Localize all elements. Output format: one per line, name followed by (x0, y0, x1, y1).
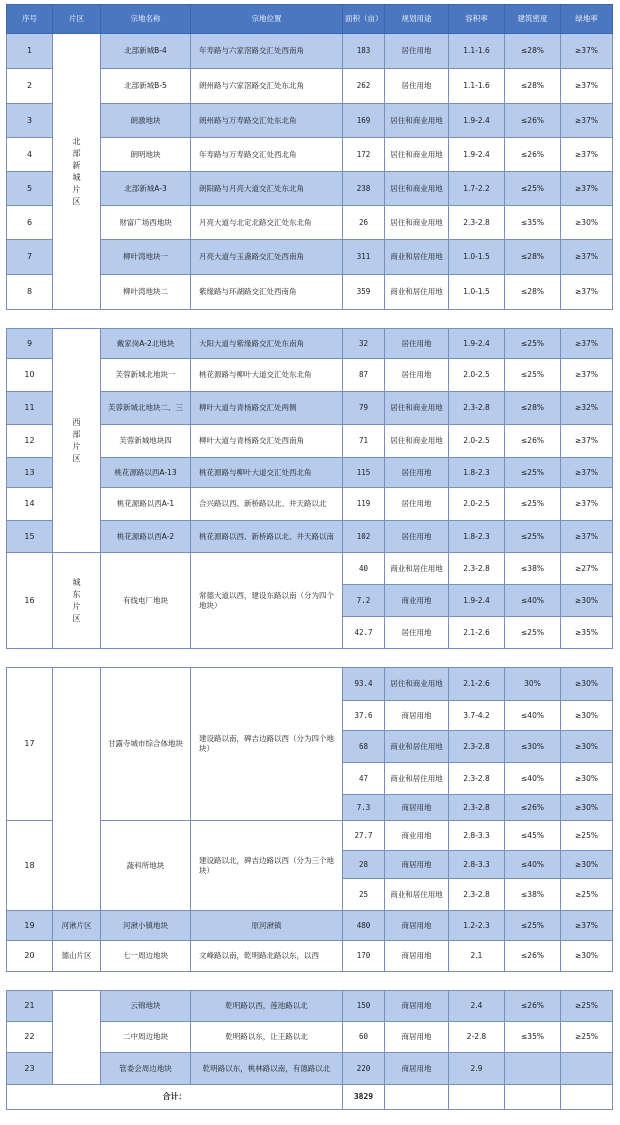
cell-green: ≥30% (561, 668, 613, 701)
total-empty (561, 1085, 613, 1110)
cell-green: ≥37% (561, 138, 613, 172)
cell-use: 商居用地 (385, 851, 449, 879)
cell-no: 16 (7, 553, 53, 649)
cell-density: ≤25% (505, 617, 561, 649)
header-row (7, 5, 613, 34)
cell-area: 79 (343, 392, 385, 425)
cell-use: 居住和商业用地 (385, 104, 449, 138)
cell-density: ≤28% (505, 240, 561, 275)
cell-location: 合兴路以西、新桥路以北、井天路以北 (191, 488, 343, 521)
table-row (7, 911, 613, 941)
land-table-sheet (6, 4, 612, 1110)
total-empty (449, 1085, 505, 1110)
cell-density: ≤25% (505, 172, 561, 206)
cell-green: ≥30% (561, 731, 613, 763)
cell-no: 22 (7, 1022, 53, 1053)
cell-far: 2.3-2.8 (449, 731, 505, 763)
cell-density: ≤26% (505, 138, 561, 172)
cell-density: ≤35% (505, 1022, 561, 1053)
cell-density: ≤26% (505, 104, 561, 138)
district-empty (53, 668, 101, 911)
cell-location: 建设路以南，碑吉边路以西（分为四个地块） (191, 668, 343, 821)
cell-density: ≤25% (505, 488, 561, 521)
cell-no: 3 (7, 104, 53, 138)
cell-use: 商业用地 (385, 821, 449, 851)
cell-location: 月亮大道与北定北路交汇处东北角 (191, 206, 343, 240)
cell-area: 238 (343, 172, 385, 206)
cell-area: 68 (343, 731, 385, 763)
total-label: 合计： (7, 1085, 343, 1110)
cell-far: 2.1 (449, 941, 505, 972)
cell-far: 3.7-4.2 (449, 701, 505, 731)
cell-far: 1.1-1.6 (449, 69, 505, 104)
cell-far: 2.8-3.3 (449, 851, 505, 879)
cell-location: 乾明路以西，莲池路以北 (191, 991, 343, 1022)
cell-name: 桃花源路以西A-1 (101, 488, 191, 521)
cell-far: 1.9-2.4 (449, 104, 505, 138)
cell-area: 150 (343, 991, 385, 1022)
cell-use: 居住用地 (385, 34, 449, 69)
cell-density: ≤38% (505, 553, 561, 585)
cell-name: 芙蓉新城北地块一 (101, 359, 191, 392)
cell-far: 2.3-2.8 (449, 206, 505, 240)
cell-green: ≥30% (561, 585, 613, 617)
cell-use: 商业和居住用地 (385, 240, 449, 275)
header-name: 宗地名称 (101, 5, 191, 34)
cell-name: 戴家岗A-2北地块 (101, 329, 191, 359)
cell-area: 170 (343, 941, 385, 972)
cell-density: ≤35% (505, 206, 561, 240)
cell-name: 河湫小镇地块 (101, 911, 191, 941)
cell-green: ≥37% (561, 488, 613, 521)
cell-density: ≤40% (505, 851, 561, 879)
cell-location: 朗阳路与月亮大道交汇处东北角 (191, 172, 343, 206)
cell-location: 建设路以北，碑吉边路以西（分为三个地块） (191, 821, 343, 911)
cell-area: 183 (343, 34, 385, 69)
cell-far: 2.3-2.8 (449, 879, 505, 911)
cell-use: 商居用地 (385, 911, 449, 941)
cell-green: ≥25% (561, 879, 613, 911)
cell-location: 桃花源路与柳叶大道交汇处东北角 (191, 359, 343, 392)
cell-density: ≤38% (505, 879, 561, 911)
cell-name: 北部新城B-4 (101, 34, 191, 69)
cell-name: 二中周边地块 (101, 1022, 191, 1053)
cell-green: ≥30% (561, 763, 613, 795)
cell-no: 9 (7, 329, 53, 359)
header-no: 序号 (7, 5, 53, 34)
cell-area: 28 (343, 851, 385, 879)
cell-no: 23 (7, 1053, 53, 1085)
cell-location: 桃花源路以西、新桥路以北、井天路以南 (191, 521, 343, 553)
cell-area: 7.2 (343, 585, 385, 617)
cell-far: 1.7-2.2 (449, 172, 505, 206)
cell-green: ≥25% (561, 821, 613, 851)
cell-name: 蔬科所地块 (101, 821, 191, 911)
cell-location: 年寿路与万寿路交汇处西北角 (191, 138, 343, 172)
cell-density: ≤28% (505, 392, 561, 425)
cell-no: 13 (7, 458, 53, 488)
cell-name: 甘露寺城市综合体地块 (101, 668, 191, 821)
cell-far: 2.0-2.5 (449, 425, 505, 458)
cell-area: 172 (343, 138, 385, 172)
cell-density: ≤26% (505, 991, 561, 1022)
cell-name: 财富广场西地块 (101, 206, 191, 240)
cell-name: 北部新城A-3 (101, 172, 191, 206)
cell-far: 2.3-2.8 (449, 795, 505, 821)
cell-use: 居住用地 (385, 69, 449, 104)
cell-use: 居住用地 (385, 488, 449, 521)
cell-use: 商居用地 (385, 701, 449, 731)
cell-density: ≤28% (505, 275, 561, 310)
cell-density: ≤25% (505, 911, 561, 941)
cell-no: 5 (7, 172, 53, 206)
cell-area: 40 (343, 553, 385, 585)
district-beibu: 北部新城片区 (53, 34, 101, 310)
cell-no: 4 (7, 138, 53, 172)
cell-use: 居住和商业用地 (385, 425, 449, 458)
cell-name: 桃花源路以西A-2 (101, 521, 191, 553)
cell-no: 7 (7, 240, 53, 275)
cell-area: 119 (343, 488, 385, 521)
cell-density: ≤26% (505, 425, 561, 458)
cell-area: 71 (343, 425, 385, 458)
cell-name: 北部新城B-5 (101, 69, 191, 104)
cell-area: 7.3 (343, 795, 385, 821)
cell-use: 居住和商业用地 (385, 172, 449, 206)
cell-use: 居住用地 (385, 521, 449, 553)
cell-green: ≥37% (561, 104, 613, 138)
district-chengdong: 城东片区 (53, 553, 101, 649)
header-location: 宗地位置 (191, 5, 343, 34)
cell-area: 47 (343, 763, 385, 795)
cell-green: ≥30% (561, 795, 613, 821)
cell-green: ≥37% (561, 172, 613, 206)
cell-area: 480 (343, 911, 385, 941)
cell-density: ≤25% (505, 359, 561, 392)
cell-no: 6 (7, 206, 53, 240)
cell-green: ≥30% (561, 941, 613, 972)
cell-no: 8 (7, 275, 53, 310)
cell-density: ≤28% (505, 69, 561, 104)
cell-far: 2-2.8 (449, 1022, 505, 1053)
header-district: 片区 (53, 5, 101, 34)
cell-use: 商居用地 (385, 1022, 449, 1053)
cell-use: 商居用地 (385, 991, 449, 1022)
cell-green: ≥30% (561, 701, 613, 731)
cell-no: 10 (7, 359, 53, 392)
cell-area: 27.7 (343, 821, 385, 851)
cell-area: 60 (343, 1022, 385, 1053)
cell-green: ≥37% (561, 275, 613, 310)
cell-use: 居住和商业用地 (385, 392, 449, 425)
cell-green: ≥37% (561, 359, 613, 392)
cell-green: ≥27% (561, 553, 613, 585)
cell-use: 居住用地 (385, 458, 449, 488)
total-area: 3829 (343, 1085, 385, 1110)
cell-green: ≥30% (561, 206, 613, 240)
cell-location: 柳叶大道与青杨路交汇处西南角 (191, 425, 343, 458)
cell-density: ≤26% (505, 795, 561, 821)
section-gap (7, 972, 613, 991)
cell-no: 11 (7, 392, 53, 425)
cell-use: 商居用地 (385, 1053, 449, 1085)
total-empty (385, 1085, 449, 1110)
cell-location: 桃花源路与柳叶大道交汇处西北角 (191, 458, 343, 488)
cell-no: 20 (7, 941, 53, 972)
cell-area: 25 (343, 879, 385, 911)
table-row (7, 34, 613, 69)
cell-area: 262 (343, 69, 385, 104)
cell-green: ≥37% (561, 911, 613, 941)
header-far: 容积率 (449, 5, 505, 34)
district-empty (53, 991, 101, 1085)
total-row (7, 1085, 613, 1110)
cell-far: 1.9-2.4 (449, 585, 505, 617)
cell-density: ≤30% (505, 731, 561, 763)
cell-far: 1.8-2.3 (449, 521, 505, 553)
cell-far: 2.8-3.3 (449, 821, 505, 851)
cell-area: 169 (343, 104, 385, 138)
cell-location: 月亮大道与玉盏路交汇处西南角 (191, 240, 343, 275)
cell-name: 柳叶湾地块一 (101, 240, 191, 275)
cell-location: 文峰路以南，乾明路北路以东，以西 (191, 941, 343, 972)
cell-green: ≥25% (561, 991, 613, 1022)
cell-use: 商业和居住用地 (385, 731, 449, 763)
cell-name: 有线电厂地块 (101, 553, 191, 649)
cell-use: 居住用地 (385, 617, 449, 649)
cell-density: ≤45% (505, 821, 561, 851)
cell-use: 居住用地 (385, 329, 449, 359)
cell-no: 1 (7, 34, 53, 69)
land-parcel-table (6, 4, 613, 1110)
cell-use: 居住和商业用地 (385, 668, 449, 701)
cell-green: ≥35% (561, 617, 613, 649)
cell-area: 102 (343, 521, 385, 553)
cell-no: 2 (7, 69, 53, 104)
table-row (7, 991, 613, 1022)
cell-use: 商业用地 (385, 585, 449, 617)
cell-far: 2.3-2.8 (449, 553, 505, 585)
cell-far: 1.9-2.4 (449, 329, 505, 359)
cell-location: 朗州路与万寿路交汇处东北角 (191, 104, 343, 138)
header-area: 面积（亩） (343, 5, 385, 34)
cell-location: 乾明路以东，让王路以北 (191, 1022, 343, 1053)
cell-density: 30% (505, 668, 561, 701)
cell-far: 2.0-2.5 (449, 488, 505, 521)
cell-area: 220 (343, 1053, 385, 1085)
cell-far: 2.4 (449, 991, 505, 1022)
cell-far: 1.1-1.6 (449, 34, 505, 69)
table-row (7, 941, 613, 972)
cell-density: ≤25% (505, 521, 561, 553)
cell-far: 2.1-2.6 (449, 617, 505, 649)
cell-density: ≤40% (505, 701, 561, 731)
section-gap (7, 649, 613, 668)
cell-location: 大阳大道与紫缘路交汇处东南角 (191, 329, 343, 359)
cell-far: 2.9 (449, 1053, 505, 1085)
cell-location: 柳叶大道与青杨路交汇处两侧 (191, 392, 343, 425)
cell-density: ≤40% (505, 763, 561, 795)
table-row (7, 668, 613, 701)
district-deshan: 德山片区 (53, 941, 101, 972)
cell-location: 乾明路以东，桃林路以南，有德路以北 (191, 1053, 343, 1085)
cell-use: 居住和商业用地 (385, 138, 449, 172)
district-hexin: 河湫片区 (53, 911, 101, 941)
cell-green: ≥37% (561, 34, 613, 69)
cell-use: 商居用地 (385, 941, 449, 972)
cell-location: 紫缘路与环湖路交汇处西南角 (191, 275, 343, 310)
cell-no: 18 (7, 821, 53, 911)
cell-no: 17 (7, 668, 53, 821)
cell-far: 1.8-2.3 (449, 458, 505, 488)
cell-use: 商业和居住用地 (385, 553, 449, 585)
cell-green (561, 1053, 613, 1085)
district-xibu: 西部片区 (53, 329, 101, 553)
cell-far: 1.0-1.5 (449, 240, 505, 275)
cell-area: 32 (343, 329, 385, 359)
cell-green: ≥25% (561, 1022, 613, 1053)
cell-area: 311 (343, 240, 385, 275)
cell-area: 115 (343, 458, 385, 488)
cell-name: 朗激地块 (101, 104, 191, 138)
cell-far: 2.3-2.8 (449, 392, 505, 425)
cell-density: ≤40% (505, 585, 561, 617)
cell-use: 商业和居住用地 (385, 879, 449, 911)
cell-location: 朗州路与六家滘路交汇处东北角 (191, 69, 343, 104)
cell-location: 常德大道以西，建设东路以南（分为四个地块） (191, 553, 343, 649)
cell-area: 37.6 (343, 701, 385, 731)
section-gap (7, 310, 613, 329)
table-row (7, 329, 613, 359)
cell-density: ≤25% (505, 329, 561, 359)
cell-name: 柳叶湾地块二 (101, 275, 191, 310)
cell-use: 商业和居住用地 (385, 275, 449, 310)
cell-area: 87 (343, 359, 385, 392)
cell-no: 14 (7, 488, 53, 521)
cell-far: 2.1-2.6 (449, 668, 505, 701)
cell-area: 42.7 (343, 617, 385, 649)
cell-use: 居住和商业用地 (385, 206, 449, 240)
header-green: 绿地率 (561, 5, 613, 34)
cell-name: 桃花源路以西A-13 (101, 458, 191, 488)
cell-green: ≥37% (561, 240, 613, 275)
cell-area: 26 (343, 206, 385, 240)
cell-name: 芙蓉新城北地块二、三 (101, 392, 191, 425)
cell-far: 2.0-2.5 (449, 359, 505, 392)
cell-name: 朗明地块 (101, 138, 191, 172)
cell-name: 芙蓉新城地块四 (101, 425, 191, 458)
cell-green: ≥37% (561, 425, 613, 458)
cell-far: 1.9-2.4 (449, 138, 505, 172)
header-use: 规划用途 (385, 5, 449, 34)
cell-green: ≥37% (561, 458, 613, 488)
cell-use: 居住用地 (385, 359, 449, 392)
cell-density: ≤26% (505, 941, 561, 972)
cell-no: 12 (7, 425, 53, 458)
cell-density: ≤28% (505, 34, 561, 69)
cell-name: 七一周边地块 (101, 941, 191, 972)
cell-green: ≥37% (561, 521, 613, 553)
cell-green: ≥37% (561, 69, 613, 104)
cell-green: ≥37% (561, 329, 613, 359)
cell-area: 93.4 (343, 668, 385, 701)
cell-location: 年寿路与六家滘路交汇处西南角 (191, 34, 343, 69)
cell-name: 管委会周边地块 (101, 1053, 191, 1085)
cell-green: ≥32% (561, 392, 613, 425)
cell-far: 2.3-2.8 (449, 763, 505, 795)
cell-density (505, 1053, 561, 1085)
cell-use: 商业和居住用地 (385, 763, 449, 795)
cell-far: 1.2-2.3 (449, 911, 505, 941)
cell-name: 云锦地块 (101, 991, 191, 1022)
cell-density: ≤25% (505, 458, 561, 488)
cell-far: 1.0-1.5 (449, 275, 505, 310)
table-row (7, 553, 613, 585)
cell-location: 原河湫镇 (191, 911, 343, 941)
cell-area: 359 (343, 275, 385, 310)
cell-no: 19 (7, 911, 53, 941)
cell-green: ≥30% (561, 851, 613, 879)
cell-no: 15 (7, 521, 53, 553)
cell-use: 商居用地 (385, 795, 449, 821)
cell-no: 21 (7, 991, 53, 1022)
header-density: 建筑密度 (505, 5, 561, 34)
total-empty (505, 1085, 561, 1110)
